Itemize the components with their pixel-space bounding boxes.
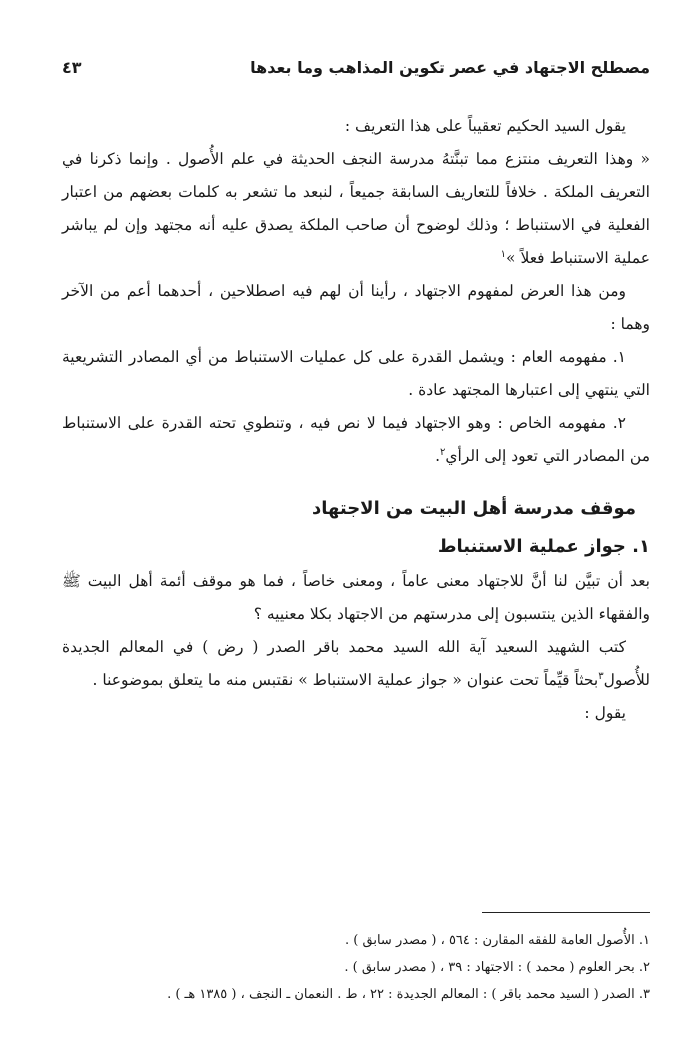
paragraph-sadr [62,631,650,697]
item2-end: . [435,447,441,465]
page-number: ٤٣ [62,58,82,77]
footnote-2: ٢. بحر العلوم ( محمد ) : الاجتهاد : ٣٩ ، ( مصدر سابق ) . [344,960,650,975]
list-item-general-meaning: ١. مفهومه العام : ويشمل القدرة على كل عمليات الاستنباط من أي المصادر التشريعية التي ينتهي إلى اعتبارها المجتهد عادة . [62,348,650,399]
quote-paragraph [62,143,650,275]
item2-text: ٢. مفهومه الخاص : وهو الاجتهاد فيما لا نص فيه ، وتنطوي تحته القدرة على الاستنباط من المصادر التي تعود إلى الرأي [62,414,650,465]
running-title: مصطلح الاجتهاد في عصر تكوين المذاهب وما بعدها [250,58,650,77]
footnote-ref-1: ١ [500,248,507,260]
footnote-3: ٣. الصدر ( السيد محمد باقر ) : المعالم الجديدة : ٢٢ ، ط . النعمان ـ النجف ، ( ١٣٨٥ هـ ) . [167,987,650,1002]
footnotes [62,912,650,1008]
footnote-1: ١. الأُصول العامة للفقه المقارن : ٥٦٤ ، ( مصدر سابق ) . [345,933,650,948]
page-body [62,58,650,730]
paragraph-two-terms: ومن هذا العرض لمفهوم الاجتهاد ، رأينا أن لهم فيه اصطلاحين ، أحدهما أعم من الآخر وهما : [62,282,650,333]
footnote-ref-2: ٢ [440,446,446,458]
footnote-separator [482,912,650,913]
list-item-specific-meaning [62,407,650,473]
quote-text: « وهذا التعريف منتزع مما تبنَّتهُ مدرسة النجف الحديثة في علم الأُصول . وإنما ذكرنا في التعريف الملكة . خلافاً للتعاريف السابقة جميعاً ، لنبعد ما تشعر به كلمات بعضهم من اعتبار الفعلية في الاستنباط ؛ وذلك لوضوح أن صاحب الملكة يصدق عليه أنه مجتهد وإن لم يباشر عملية الاستنباط فعلاً » [62,150,650,267]
section-heading: موقف مدرسة أهل البيت من الاجتهاد [311,498,636,519]
paragraph-question: بعد أن تبيَّن لنا أنَّ للاجتهاد معنى عاماً ، ومعنى خاصاً ، فما هو موقف أئمة أهل البيت ﷺ والفقهاء الذين ينتسبون إلى مدرستهم من الاجتهاد بكلا معنييه ؟ [62,572,650,623]
running-header [62,58,650,84]
p4-end: بحثاً قيِّماً تحت عنوان « جواز عملية الاستنباط » نقتبس منه ما يتعلق بموضوعنا . [92,671,599,689]
paragraph-says: يقول : [584,704,626,722]
intro-paragraph: يقول السيد الحكيم تعقيباً على هذا التعريف : [344,117,626,135]
subsection-heading: ١. جواز عملية الاستنباط [437,536,650,557]
p4-start: كتب الشهيد السعيد آية الله السيد محمد باقر الصدر ( رض ) في المعالم الجديدة للأُصول [62,638,650,689]
footnote-ref-3: ٣ [598,670,604,682]
